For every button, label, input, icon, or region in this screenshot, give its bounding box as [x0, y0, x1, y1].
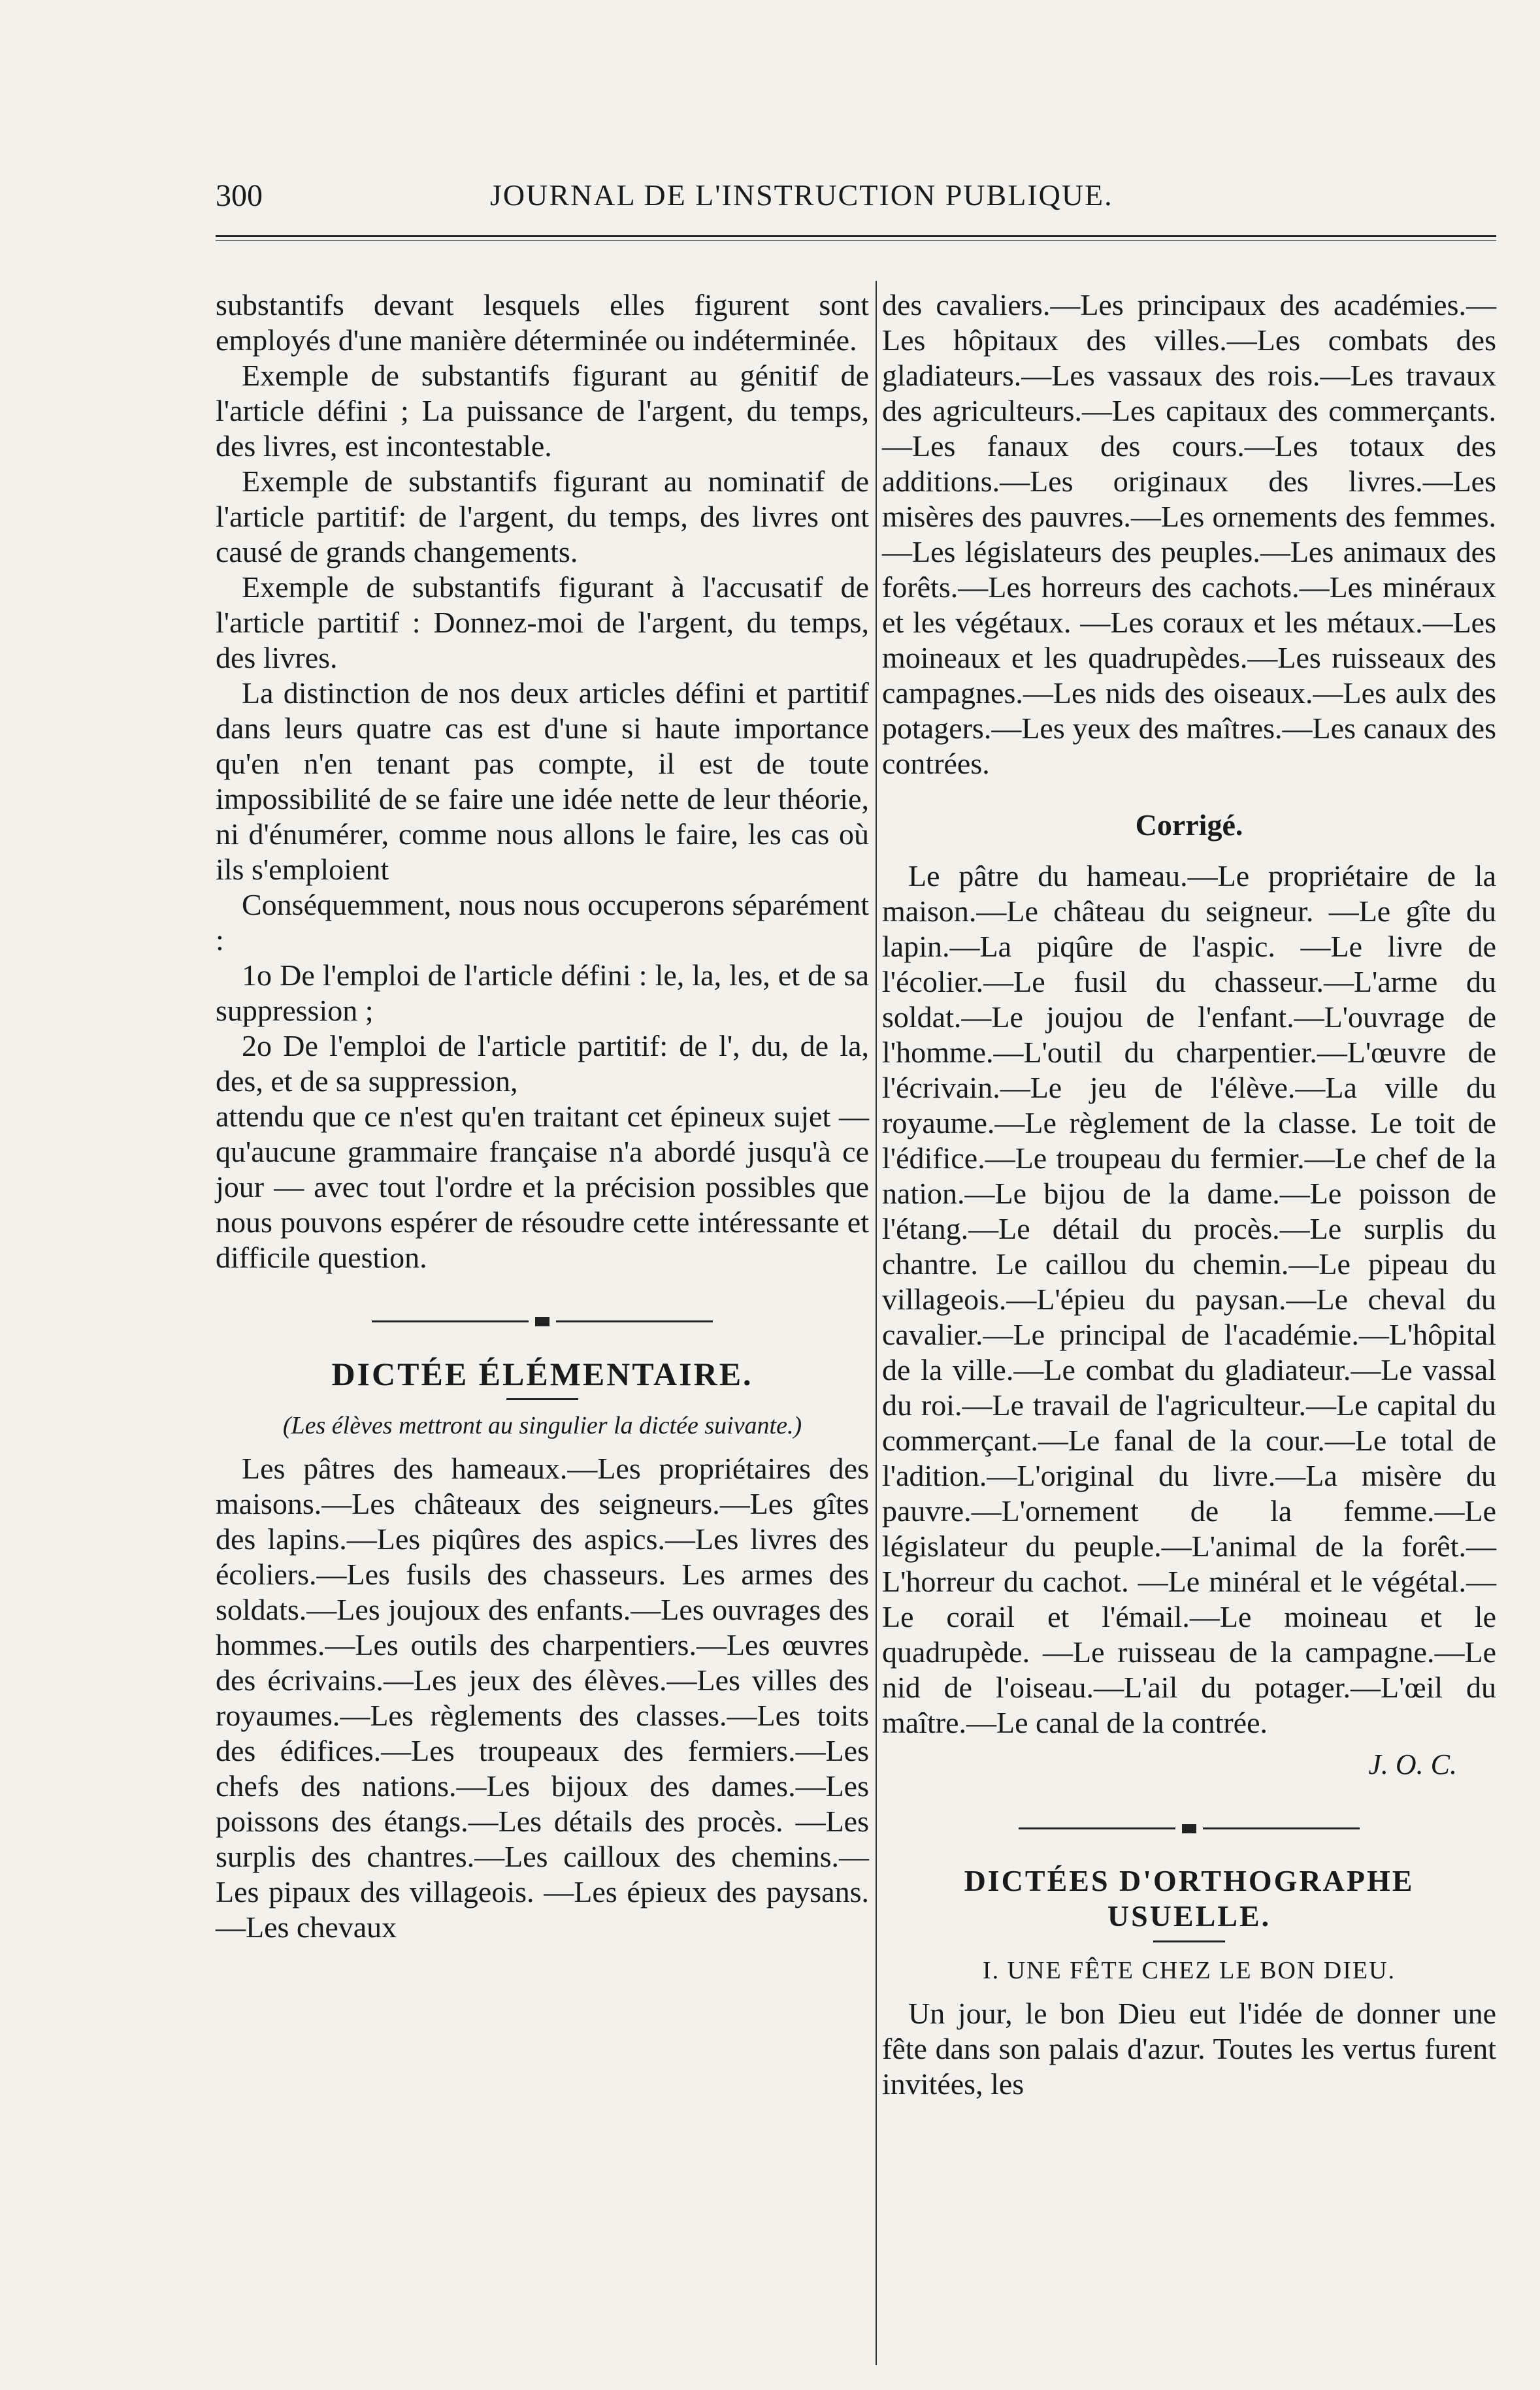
- corrige-text: Le pâtre du hameau.—Le propriétaire de la maison.—Le château du seigneur. —Le gîte du lapin.—La piqûre de l'aspic. —Le livre de l'écolier.—Le fusil du chasseur.—L'arme du soldat.—Le joujou de l'enfant.—L'ouvrage de l'homme.—L'outil du charpentier.—L'œuvre de l'écrivain.—Le jeu de l'élève.—La ville du royaume.—Le règlement de la classe. Le toit de l'édifice.—Le troupeau du fermier.—Le chef de la nation.—Le bijou de la dame.—Le poisson de l'étang.—Le détail du procès.—Le surplis du chantre. Le caillou du chemin.—Le pipeau du villageois.—L'épieu du paysan.—Le cheval du cavalier.—Le principal de l'académie.—L'hôpital de la ville.—Le combat du gladiateur.—Le vassal du roi.—Le travail de l'agriculteur.—Le capital du commerçant.—Le fanal de la cour.—Le total de l'adition.—L'original du livre.—La misère du pauvre.—L'ornement de la femme.—Le législateur du peuple.—L'animal de la forêt.—L'horreur du cachot. —Le minéral et le végétal.—Le corail et l'émail.—Le moineau et le quadrupède. —Le ruisseau de la campagne.—Le nid de l'oiseau.—L'ail du potager.—L'œil du maître.—Le canal de la contrée.: [882, 859, 1496, 1739]
- paragraph: Conséquemment, nous nous occuperons séparément :: [216, 888, 869, 957]
- paragraph: Exemple de substantifs figurant au génitif de l'article défini ; La puissance de l'argent, du temps, des livres, est incontestable.: [216, 359, 869, 463]
- left-column: [216, 287, 869, 1945]
- header-rule-thin: [216, 240, 1496, 241]
- dictee-text: Les pâtres des hameaux.—Les propriétaires des maisons.—Les châteaux des seigneurs.—Les gîtes des lapins.—Les piqûres des aspics.—Les livres des écoliers.—Les fusils des chasseurs. Les armes des soldats.—Les joujoux des enfants.—Les ouvrages des hommes.—Les outils des charpentiers.—Les œuvres des écrivains.—Les jeux des élèves.—Les villes des royaumes.—Les règlements des classes.—Les toits des édifices.—Les troupeaux des fermiers.—Les chefs des nations.—Les bijoux des dames.—Les poissons des étangs.—Les détails des procès. —Les surplis des chantres.—Les cailloux des chemins.—Les pipaux des villageois. —Les épieux des paysans.—Les chevaux: [216, 1452, 869, 1944]
- paragraph: 2o De l'emploi de l'article partitif: de l', du, de la, des, et de sa suppression,: [216, 1029, 869, 1098]
- right-column: [882, 287, 1496, 2102]
- section-title: DICTÉE ÉLÉMENTAIRE.: [331, 1356, 753, 1392]
- page-header: [216, 178, 1274, 217]
- signature: J. O. C.: [1368, 1748, 1457, 1780]
- short-rule: [506, 1398, 578, 1400]
- column-divider: [876, 281, 877, 2365]
- paragraph: La distinction de nos deux articles défini et partitif dans leurs quatre cas est d'une si haute importance qu'en n'en tenant pas compte, il est de toute impossibilité de se faire une idée nette de leur théorie, ni d'énumérer, comme nous allons le faire, les cas où ils s'emploient: [216, 676, 869, 886]
- page-number: 300: [216, 178, 263, 213]
- paragraph: Exemple de substantifs figurant à l'accusatif de l'article partitif : Donnez-moi de l'argent, du temps, des livres.: [216, 570, 869, 674]
- paragraph: substantifs devant lesquels elles figurent sont employés d'une manière déterminée ou indéterminée.: [216, 288, 869, 357]
- subsection-title: I. UNE FÊTE CHEZ LE BON DIEU.: [982, 1957, 1396, 1984]
- section-title: DICTÉES D'ORTHOGRAPHE USUELLE.: [964, 1864, 1415, 1933]
- ornament-divider: [216, 1301, 869, 1337]
- ornament-divider: [882, 1809, 1496, 1844]
- short-rule: [1153, 1940, 1225, 1942]
- header-rule: [216, 235, 1496, 237]
- fete-text: Un jour, le bon Dieu eut l'idée de donner une fête dans son palais d'azur. Toutes les vertus furent invitées, les: [882, 1997, 1496, 2101]
- running-title: JOURNAL DE L'INSTRUCTION PUBLIQUE.: [490, 178, 1113, 212]
- paragraph: Exemple de substantifs figurant au nominatif de l'article partitif: de l'argent, du temps, des livres ont causé de grands changements.: [216, 465, 869, 568]
- paragraph: 1o De l'emploi de l'article défini : le, la, les, et de sa suppression ;: [216, 958, 869, 1027]
- instruction-note: (Les élèves mettront au singulier la dictée suivante.): [282, 1412, 802, 1439]
- dictee-continuation: des cavaliers.—Les principaux des académies.—Les hôpitaux des villes.—Les combats des gladiateurs.—Les vassaux des rois.—Les travaux des agriculteurs.—Les capitaux des commerçants.—Les fanaux des cours.—Les totaux des additions.—Les originaux des livres.—Les misères des pauvres.—Les ornements des femmes.—Les législateurs des peuples.—Les animaux des forêts.—Les horreurs des cachots.—Les minéraux et les végétaux. —Les coraux et les métaux.—Les moineaux et les quadrupèdes.—Les ruisseaux des campagnes.—Les nids des oiseaux.—Les aulx des potagers.—Les yeux des maîtres.—Les canaux des contrées.: [882, 288, 1496, 780]
- corrige-title: Corrigé.: [1135, 808, 1243, 842]
- paragraph: attendu que ce n'est qu'en traitant cet épineux sujet — qu'aucune grammaire française n'a abordé jusqu'à ce jour — avec tout l'ordre et la précision possibles que nous pouvons espérer de résoudre cette intéressante et difficile question.: [216, 1100, 869, 1274]
